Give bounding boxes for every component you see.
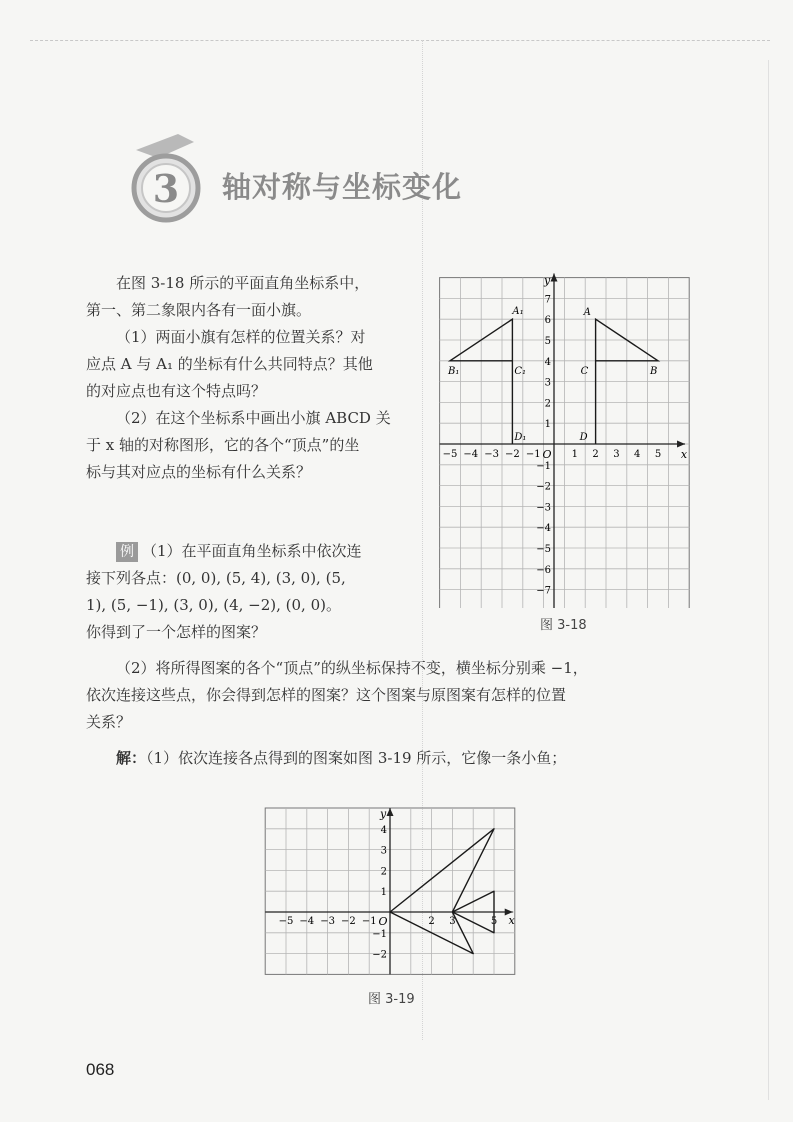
question-2-line: 于 x 轴的对称图形，它的各个“顶点”的坐	[86, 436, 360, 454]
point-label-a: A	[583, 307, 591, 319]
y-tick-label: −1	[536, 460, 551, 472]
section-number-badge	[118, 132, 218, 232]
x-axis-label: x	[508, 914, 515, 927]
example-line-text: （1）在平面直角坐标系中依次连	[142, 542, 362, 560]
y-tick-label: 5	[544, 336, 551, 347]
x-tick-label: −5	[278, 916, 294, 927]
intro-line: 在图 3-18 所示的平面直角坐标系中，	[116, 274, 370, 292]
figure-3-19	[262, 804, 518, 976]
example-part-2-line: （2）将所得图案的各个“顶点”的纵坐标保持不变，横坐标分别乘 −1，	[116, 659, 588, 677]
top-rule	[30, 40, 770, 42]
x-axis-label: x	[680, 448, 688, 461]
x-tick-label: −2	[341, 916, 356, 927]
intro-line: 第一、第二象限内各有一面小旗。	[86, 301, 312, 319]
y-tick-label: 2	[380, 866, 387, 878]
x-tick-label: 2	[592, 449, 599, 460]
x-axis-arrow-icon	[677, 441, 685, 448]
x-tick-label: −1	[525, 449, 541, 460]
point-label-c1: C₁	[514, 365, 527, 377]
solution-text: （1）依次连接各点得到的图案如图 3-19 所示，它像一条小鱼；	[146, 749, 567, 767]
x-tick-label: −3	[320, 916, 335, 927]
section-title: 轴对称与坐标变化	[222, 170, 463, 204]
point-label-c: C	[580, 365, 589, 377]
x-tick-label: −4	[299, 916, 315, 927]
example-line: 接下列各点：(0, 0), (5, 4), (3, 0), (5,	[86, 569, 346, 587]
y-tick-label: 1	[380, 887, 387, 899]
point-label-b1: B₁	[448, 365, 460, 377]
point-label-d1: D₁	[514, 432, 527, 443]
y-tick-label: −1	[372, 928, 387, 940]
example-line: 你得到了一个怎样的图案？	[86, 623, 267, 641]
origin-label: O	[542, 448, 552, 461]
y-axis-label: y	[544, 273, 551, 287]
x-tick-label: 5	[490, 916, 498, 927]
x-tick-label: 5	[654, 449, 662, 460]
x-tick-label: 3	[613, 449, 620, 460]
x-tick-label: −4	[463, 449, 479, 460]
y-axis-arrow-icon	[387, 808, 394, 816]
x-tick-label: 3	[449, 916, 456, 927]
example-paragraph	[86, 538, 426, 646]
figure-3-18-caption: 图 3-18	[540, 618, 587, 633]
example-part-2	[86, 655, 706, 736]
y-tick-label: 2	[544, 398, 551, 410]
y-tick-label: 1	[544, 419, 551, 431]
page-number: 068	[86, 1060, 115, 1079]
y-tick-label: 4	[544, 356, 551, 368]
y-axis-label: y	[380, 807, 387, 821]
intro-paragraph	[86, 270, 416, 486]
point-label-b: B	[650, 365, 658, 377]
section-number: 3	[152, 166, 180, 211]
question-2-line: （2）在这个坐标系中画出小旗 ABCD 关	[116, 409, 391, 427]
example-line	[86, 538, 426, 565]
x-tick-label: −5	[442, 449, 458, 460]
x-tick-label: 4	[634, 449, 641, 460]
solution-label: 解：	[116, 749, 147, 767]
y-tick-label: −2	[372, 949, 387, 961]
y-tick-label: 6	[544, 315, 551, 327]
question-2-line: 标与其对应点的坐标有什么关系？	[86, 463, 312, 481]
right-rule	[768, 60, 770, 1100]
x-tick-label: 1	[571, 449, 578, 460]
point-label-a1: A₁	[512, 306, 524, 318]
y-tick-label: −3	[536, 502, 551, 514]
y-tick-label: 3	[544, 377, 551, 389]
x-tick-label: 2	[428, 916, 435, 927]
question-1-line: 的对应点也有这个特点吗？	[86, 382, 267, 400]
y-tick-label: −2	[536, 481, 551, 493]
y-tick-label: 3	[380, 845, 387, 857]
x-tick-label: −3	[484, 449, 499, 460]
point-label-d: D	[579, 432, 588, 443]
figure-3-19-caption: 图 3-19	[368, 992, 415, 1007]
solution-paragraph	[116, 745, 716, 772]
y-tick-label: −5	[536, 544, 551, 555]
y-tick-label: −4	[536, 523, 551, 535]
question-1-line: （1）两面小旗有怎样的位置关系？对	[116, 328, 366, 346]
y-tick-label: 4	[380, 824, 387, 836]
example-part-2-line: 关系？	[86, 713, 132, 731]
example-part-2-line: 依次连接这些点，你会得到怎样的图案？这个图案与原图案有怎样的位置	[86, 686, 567, 704]
y-tick-label: −6	[536, 564, 551, 576]
y-tick-label: 7	[544, 294, 551, 306]
figure-3-18	[436, 268, 690, 608]
y-tick-label: −7	[536, 585, 551, 597]
example-tag: 例	[116, 542, 138, 562]
x-tick-label: −1	[361, 916, 377, 927]
question-1-line: 应点 A 与 A₁ 的坐标有什么共同特点？其他	[86, 355, 373, 373]
x-tick-label: −2	[505, 449, 520, 460]
example-line: 1), (5, −1), (3, 0), (4, −2), (0, 0)。	[86, 596, 341, 614]
origin-label: O	[378, 915, 388, 928]
